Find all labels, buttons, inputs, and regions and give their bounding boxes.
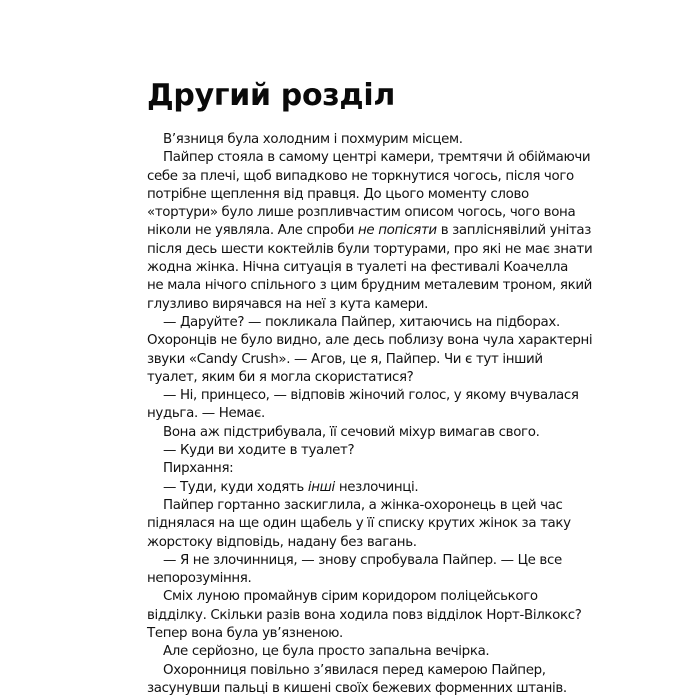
text-run: Охоронниця повільно з’явилася перед камерою Пайпер, — [163, 662, 546, 678]
text-line — [147, 314, 567, 332]
text-run: незлочинці. — [334, 479, 419, 495]
text-run: — Куди ви ходите в туалет? — [163, 443, 355, 459]
text-run: після десь шести коктейлів були тортурами, про які не має знати — [147, 241, 593, 257]
text-line — [147, 405, 567, 423]
text-run: глузливо вирячався на неї з кута камери. — [147, 296, 429, 312]
text-run: Сміх луною промайнув сірим коридором поліцейського — [163, 589, 538, 605]
text-line — [147, 241, 593, 259]
text-line — [147, 680, 567, 698]
italic-emphasis: не попісяти — [358, 223, 437, 239]
text-run: потрібне щеплення від правця. До цього моменту слово — [147, 186, 529, 202]
text-run: Охоронців не було видно, але десь поблизу вона чула характерні — [147, 333, 593, 349]
text-line — [147, 570, 567, 588]
text-run: — Ні, принцесо, — відповів жіночий голос, у якому вчувалася — [163, 388, 579, 404]
text-line — [147, 131, 567, 149]
text-line — [147, 332, 593, 350]
text-line — [147, 168, 574, 186]
text-run: туалет, яким би я могла скористатися? — [147, 369, 414, 385]
text-run: Вона аж підстрибувала, її сечовий міхур вимагав свого. — [163, 424, 540, 440]
text-line — [147, 442, 567, 460]
text-line — [147, 515, 571, 533]
text-run: ніколи не уявляла. Але спроби — [147, 223, 359, 239]
text-line — [147, 149, 591, 167]
text-line — [147, 643, 567, 661]
text-run: Пайпер стояла в самому центрі камери, тремтячи й обіймаючи — [163, 150, 591, 166]
text-run: В’язниця була холодним і похмурим місцем. — [163, 132, 463, 147]
book-page — [147, 76, 593, 698]
text-line — [147, 662, 567, 680]
text-line — [147, 204, 576, 222]
text-run: — Туди, куди ходять — [163, 479, 308, 495]
text-line — [147, 222, 592, 240]
text-line — [147, 351, 567, 369]
text-run: — Даруйте? — покликала Пайпер, хитаючись на підборах. — [163, 314, 560, 330]
text-run: Пирхання: — [163, 461, 234, 477]
text-run: Тепер вона була ув’язненою. — [147, 626, 343, 642]
text-run: Але серйозно, це була просто запальна вечірка. — [163, 644, 490, 660]
text-line — [147, 479, 567, 497]
text-line — [147, 296, 567, 314]
text-line — [147, 259, 567, 277]
text-line — [147, 460, 567, 478]
text-run: себе за плечі, щоб випадково не торкнутися чогось, після чого — [147, 168, 574, 184]
text-run: — Я не злочинниця, — знову спробувала Пайпер. — Це все — [163, 552, 562, 568]
chapter-title: Другий розділ — [147, 78, 396, 113]
italic-emphasis: інші — [307, 479, 335, 495]
text-line — [147, 277, 593, 295]
text-line — [147, 497, 567, 515]
text-run: нудьга. — Немає. — [147, 406, 265, 422]
text-line — [147, 625, 567, 643]
text-run: жорстоку відповідь, надану без вагань. — [147, 534, 417, 550]
text-run: звуки «Candy Crush». — Агов, це я, Пайпер. Чи є тут інший — [147, 351, 543, 367]
text-run: в запліснявілий унітаз — [436, 223, 592, 239]
text-run: Пайпер гортанно заскиглила, а жінка-охоронець в цей час — [163, 497, 563, 513]
text-line — [147, 186, 567, 204]
text-line — [147, 387, 579, 405]
text-line — [147, 534, 567, 552]
text-run: непорозуміння. — [147, 571, 252, 587]
text-run: «тортури» було лише розпливчастим описом чогось, чого вона — [147, 205, 576, 221]
text-line — [147, 424, 567, 442]
text-line — [147, 588, 567, 606]
text-run: відділку. Скільки разів вона ходила повз відділок Норт-Вілкокс? — [147, 607, 582, 623]
text-line — [147, 607, 582, 625]
text-line — [147, 369, 567, 387]
text-run: засунувши пальці в кишені своїх бежевих форменних штанів. — [147, 680, 567, 696]
chapter-body — [147, 131, 593, 698]
text-line — [147, 552, 567, 570]
text-run: піднялася на ще один щабель у її списку крутих жінок за таку — [147, 516, 571, 532]
text-run: жодна жінка. Нічна ситуація в туалеті на фестивалі Коачелла — [147, 260, 568, 276]
text-run: не мала нічого спільного з цим брудним металевим троном, який — [147, 278, 593, 294]
